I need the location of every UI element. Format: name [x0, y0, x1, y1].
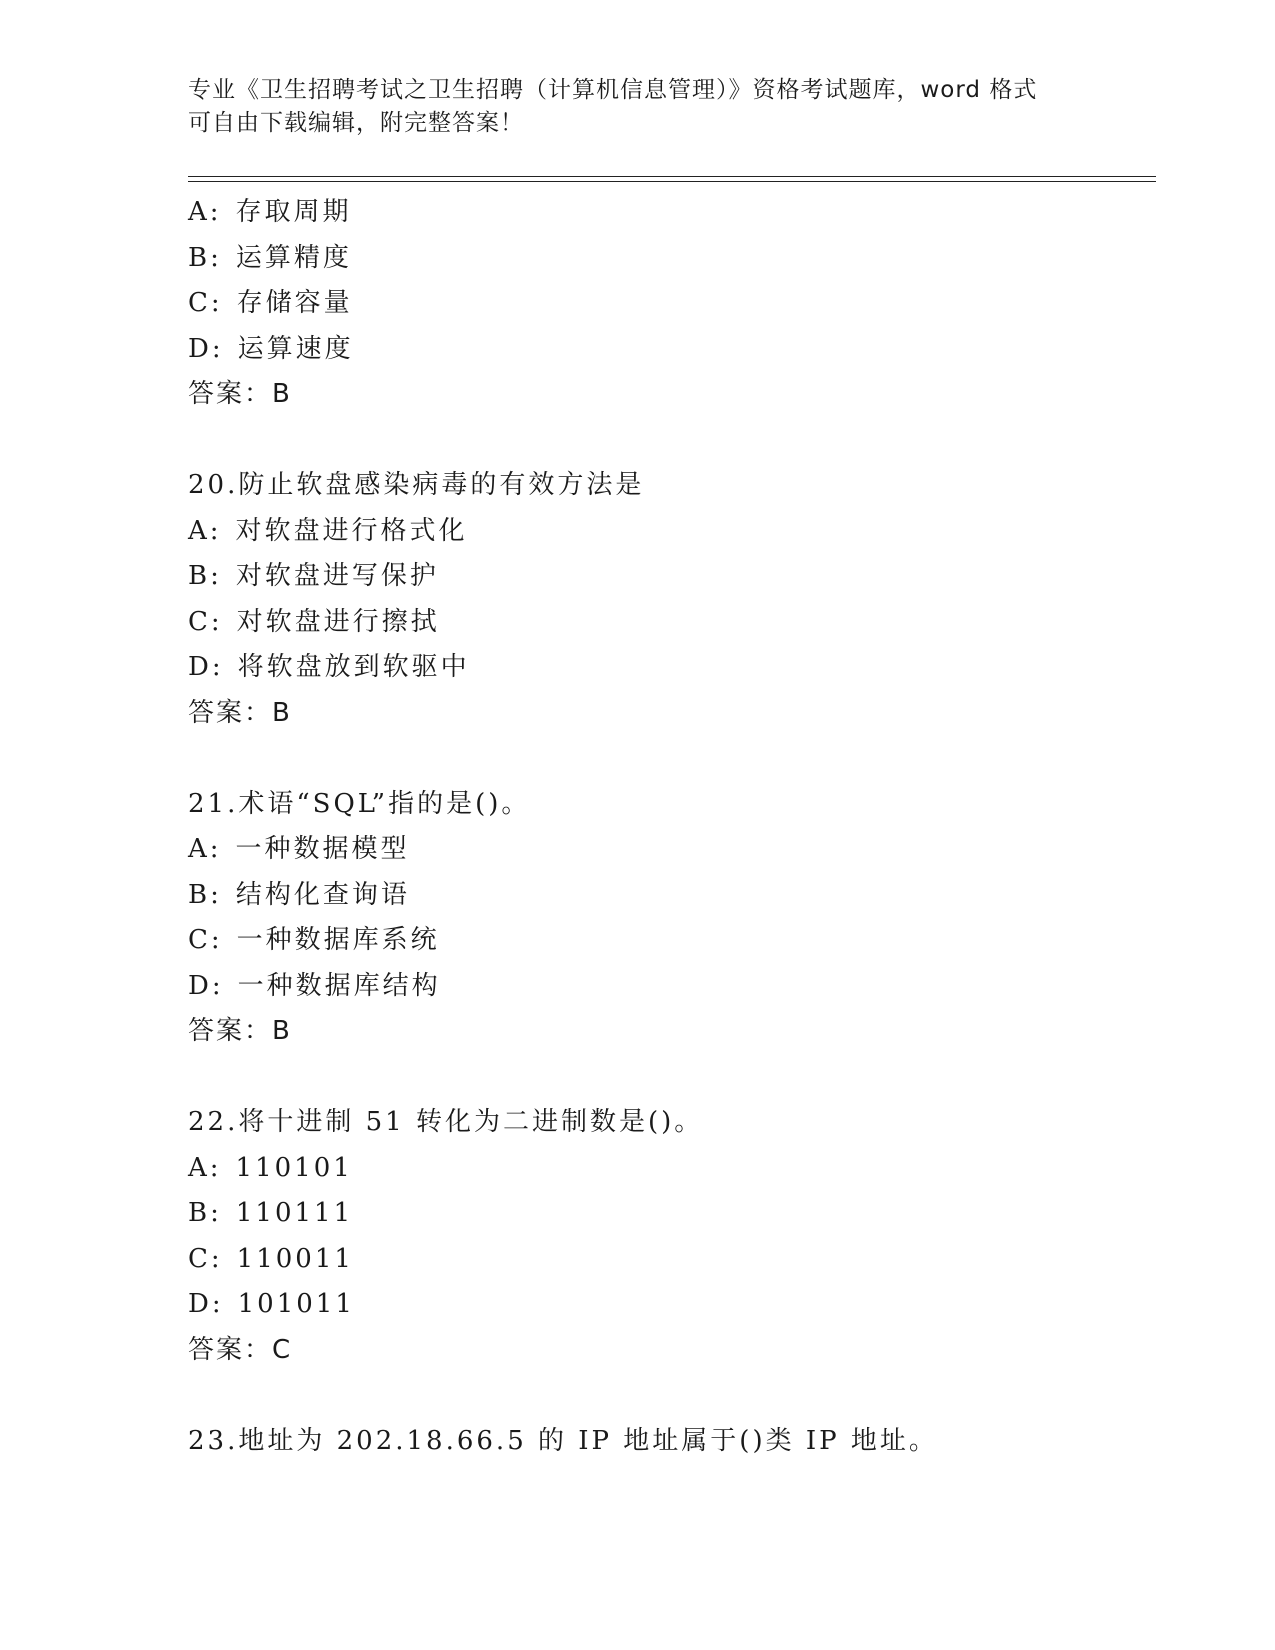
- header-divider-bottom: [188, 181, 1156, 182]
- question-text: 23.地址为 202.18.66.5 的 IP 地址属于()类 IP 地址。: [188, 1425, 938, 1456]
- answer-line: 答案：B: [188, 1016, 292, 1046]
- option-d: D: 将软盘放到软驱中: [188, 652, 470, 682]
- header-divider-top: [188, 176, 1156, 177]
- spacer: [188, 736, 1148, 782]
- option-b: B: 结构化查询语: [188, 879, 410, 910]
- answer-line: 答案：B: [188, 379, 292, 409]
- document-header: [188, 74, 1088, 140]
- option-c: C: 存储容量: [188, 288, 353, 318]
- answer-line: 答案：C: [188, 1334, 293, 1365]
- spacer: [188, 418, 1148, 464]
- option-a: A: 存取周期: [188, 197, 352, 227]
- option-d: D: 运算速度: [188, 333, 354, 364]
- header-line-2: 可自由下载编辑，附完整答案！: [188, 110, 524, 136]
- option-a: A: 对软盘进行格式化: [188, 515, 468, 546]
- option-d: D: 一种数据库结构: [188, 970, 441, 1001]
- spacer: [188, 1373, 1148, 1419]
- answer-line: 答案：B: [188, 697, 292, 728]
- question-text: 20.防止软盘感染病毒的有效方法是: [188, 470, 645, 500]
- question-text: 22.将十进制 51 转化为二进制数是()。: [188, 1107, 704, 1137]
- option-c: C: 对软盘进行擦拭: [188, 606, 440, 637]
- question-block-19: [188, 190, 1148, 418]
- option-b: B: 运算精度: [188, 242, 352, 273]
- option-c: C: 110011: [188, 1243, 354, 1274]
- question-block-20: [188, 463, 1148, 736]
- option-b: B: 110111: [188, 1198, 354, 1228]
- option-a: A: 110101: [188, 1152, 353, 1183]
- option-b: B: 对软盘进写保护: [188, 561, 439, 591]
- option-d: D: 101011: [188, 1289, 355, 1319]
- question-block-21: [188, 782, 1148, 1055]
- question-text: 21.术语“SQL”指的是()。: [188, 788, 531, 819]
- spacer: [188, 1055, 1148, 1101]
- question-list: [188, 190, 1148, 1464]
- header-line-1: 专业《卫生招聘考试之卫生招聘（计算机信息管理）》资格考试题库，word 格式: [188, 77, 1038, 103]
- question-block-23: [188, 1419, 1148, 1465]
- option-a: A: 一种数据模型: [188, 834, 410, 864]
- question-block-22: [188, 1100, 1148, 1373]
- option-c: C: 一种数据库系统: [188, 925, 440, 955]
